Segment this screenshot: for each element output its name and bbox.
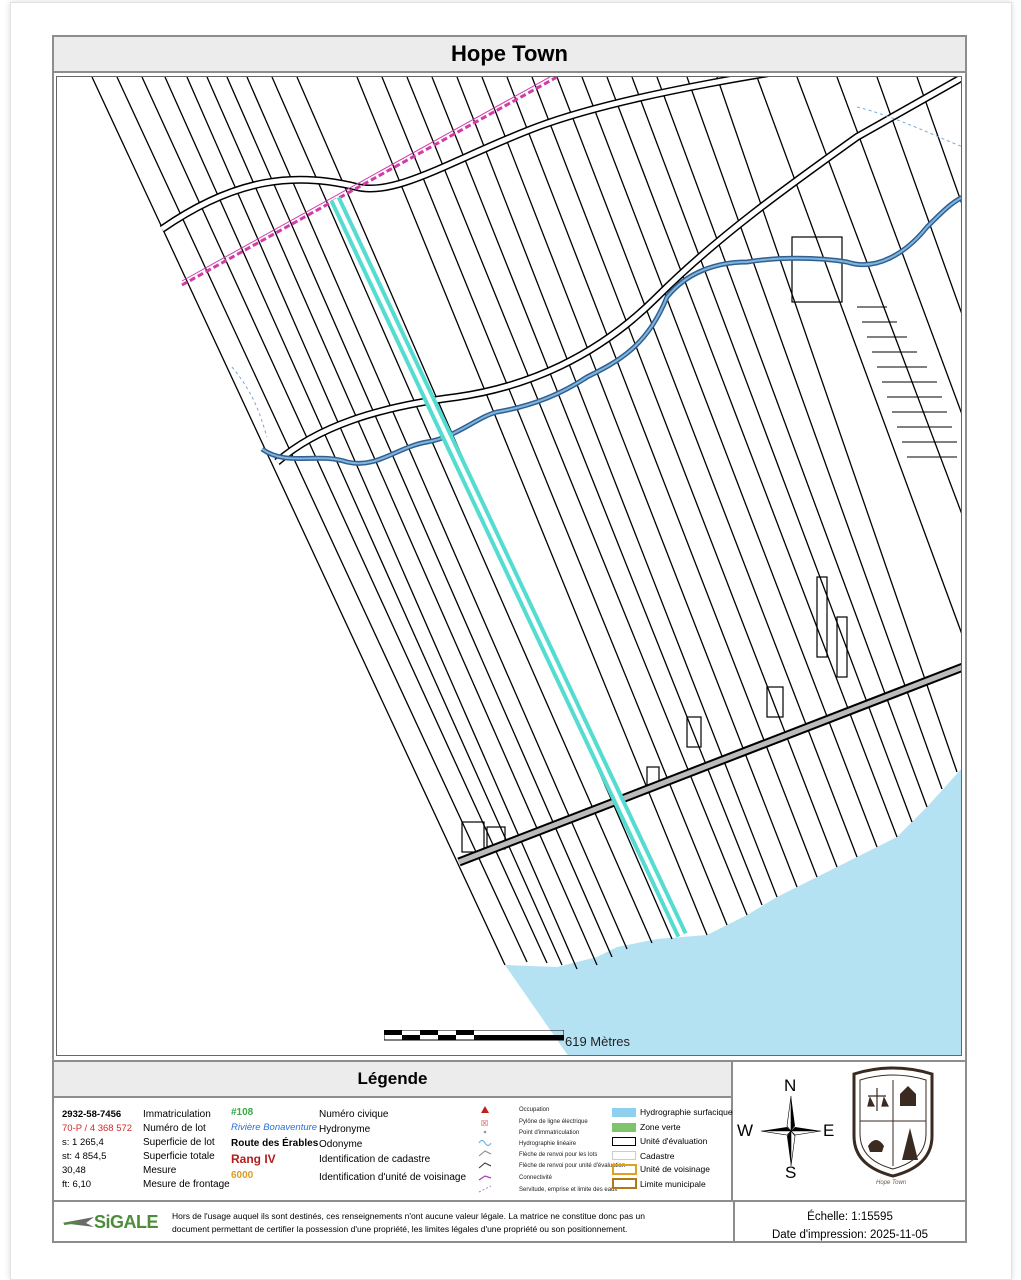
svg-text:☒: ☒ <box>481 1119 489 1128</box>
legend-example-civique: #108 <box>231 1107 254 1118</box>
sigale-logo: SiGALE <box>94 1212 159 1232</box>
compass-n: N <box>784 1076 797 1095</box>
legend-area-swatch-cadastre <box>612 1151 636 1160</box>
legend-example-hydronyme: Rivière Bonaventure <box>231 1122 318 1133</box>
hatched-lots <box>857 307 957 457</box>
legend-symbol-hydro-lineaire: Hydrographie linéaire <box>519 1141 577 1147</box>
print-date: Date d'impression: 2025-11-05 <box>771 1229 929 1241</box>
legend-symbol-fleche-unite: Flèche de renvoi pour unité d'évaluation <box>519 1163 626 1169</box>
legend-area-swatch-verte <box>612 1123 636 1132</box>
disclaimer <box>172 1210 732 1236</box>
legend-label-civique: Numéro civique <box>319 1109 389 1120</box>
map-scale: Échelle: 1:15595 <box>807 1211 893 1223</box>
legend-area-swatch-limite <box>612 1178 637 1189</box>
legend-symbol-point: Point d'immatriculation <box>519 1130 580 1136</box>
legend-area-cadastre: Cadastre <box>640 1151 675 1161</box>
legend-label-mesure: Mesure <box>143 1165 177 1176</box>
road-middle <box>277 77 962 462</box>
legend-example-mesure: 30,48 <box>62 1165 86 1176</box>
legend-symbol-servitude: Servitude, emprise et limite des eaux <box>519 1187 618 1193</box>
legend-example-odonyme: Route des Érables <box>231 1138 319 1149</box>
compass-e: E <box>823 1121 835 1140</box>
legend-label-hydronyme: Hydronyme <box>319 1124 371 1135</box>
scale-info <box>740 1208 960 1244</box>
legend-label-superficie-lot: Superficie de lot <box>143 1137 215 1148</box>
legend-label-cadastre: Identification de cadastre <box>319 1154 431 1165</box>
map-svg <box>57 77 962 1056</box>
legend-area-unite: Unité d'évaluation <box>640 1136 708 1146</box>
legend-area-voisinage: Unité de voisinage <box>640 1164 710 1174</box>
compass-w: W <box>737 1121 754 1140</box>
legend-symbol-fleche-lots: Flèche de renvoi pour les lots <box>519 1152 598 1158</box>
legend-example-lot: 70-P / 4 368 572 <box>62 1123 133 1134</box>
legend-label-odonyme: Odonyme <box>319 1139 363 1150</box>
legend-example-superficie-totale: st: 4 854,5 <box>62 1151 107 1162</box>
legend-area-swatch-hydro <box>612 1108 636 1117</box>
compass-s: S <box>785 1163 797 1182</box>
legend-label-superficie-totale: Superficie totale <box>143 1151 215 1162</box>
disclaimer-line-1: Hors de l'usage auquel ils sont destinés, ces renseignements n'ont aucune valeur légale. La matrice ne constitue donc pas un <box>172 1211 645 1221</box>
legend-symbol-icons <box>478 1104 492 1194</box>
legend-example-superficie-lot: s: 1 265,4 <box>62 1137 104 1148</box>
legend-example-voisinage: 6000 <box>231 1170 254 1181</box>
crest-motto: Hope Town <box>876 1180 907 1186</box>
map-title: Hope Town <box>54 37 965 73</box>
legend-symbol-pylone: Pylône de ligne électrique <box>519 1119 588 1125</box>
disclaimer-line-2: document permettant de certifier la possession d'une propriété, les limites légales d'une propriété ou son positionnement. <box>172 1224 628 1234</box>
road-lower <box>459 667 962 862</box>
legend-area-verte: Zone verte <box>640 1122 681 1132</box>
legend-example-frontage: ft: 6,10 <box>62 1179 92 1190</box>
legend-label-immatriculation: Immatriculation <box>143 1109 211 1120</box>
highlight-strip <box>335 199 682 935</box>
map-canvas[interactable] <box>56 76 962 1056</box>
legend-label-lot: Numéro de lot <box>143 1123 206 1134</box>
legend-label-voisinage: Identification d'unité de voisinage <box>319 1172 467 1183</box>
legend-area-swatch-voisinage <box>612 1164 637 1175</box>
legend-area-limite: Limite municipale <box>640 1179 706 1189</box>
legend-label-frontage: Mesure de frontage <box>143 1179 230 1190</box>
municipal-crest-icon <box>848 1066 938 1186</box>
scale-bar-label: 619 Mètres <box>565 1034 631 1049</box>
legend-example-immatriculation: 2932-58-7456 <box>62 1109 122 1120</box>
legend-symbol-occupation: Occupation <box>519 1107 550 1113</box>
footer-divider <box>733 1200 735 1241</box>
legend-title: Légende <box>54 1062 731 1098</box>
legend-symbol-connectivite: Connectivité <box>519 1175 553 1181</box>
sigale-logo-icon <box>60 1214 96 1230</box>
legend-area-swatch-unite <box>612 1137 636 1146</box>
servitude-line <box>232 367 267 437</box>
legend-area-hydro: Hydrographie surfacique <box>640 1107 733 1117</box>
legend-example-cadastre: Rang IV <box>231 1152 276 1166</box>
